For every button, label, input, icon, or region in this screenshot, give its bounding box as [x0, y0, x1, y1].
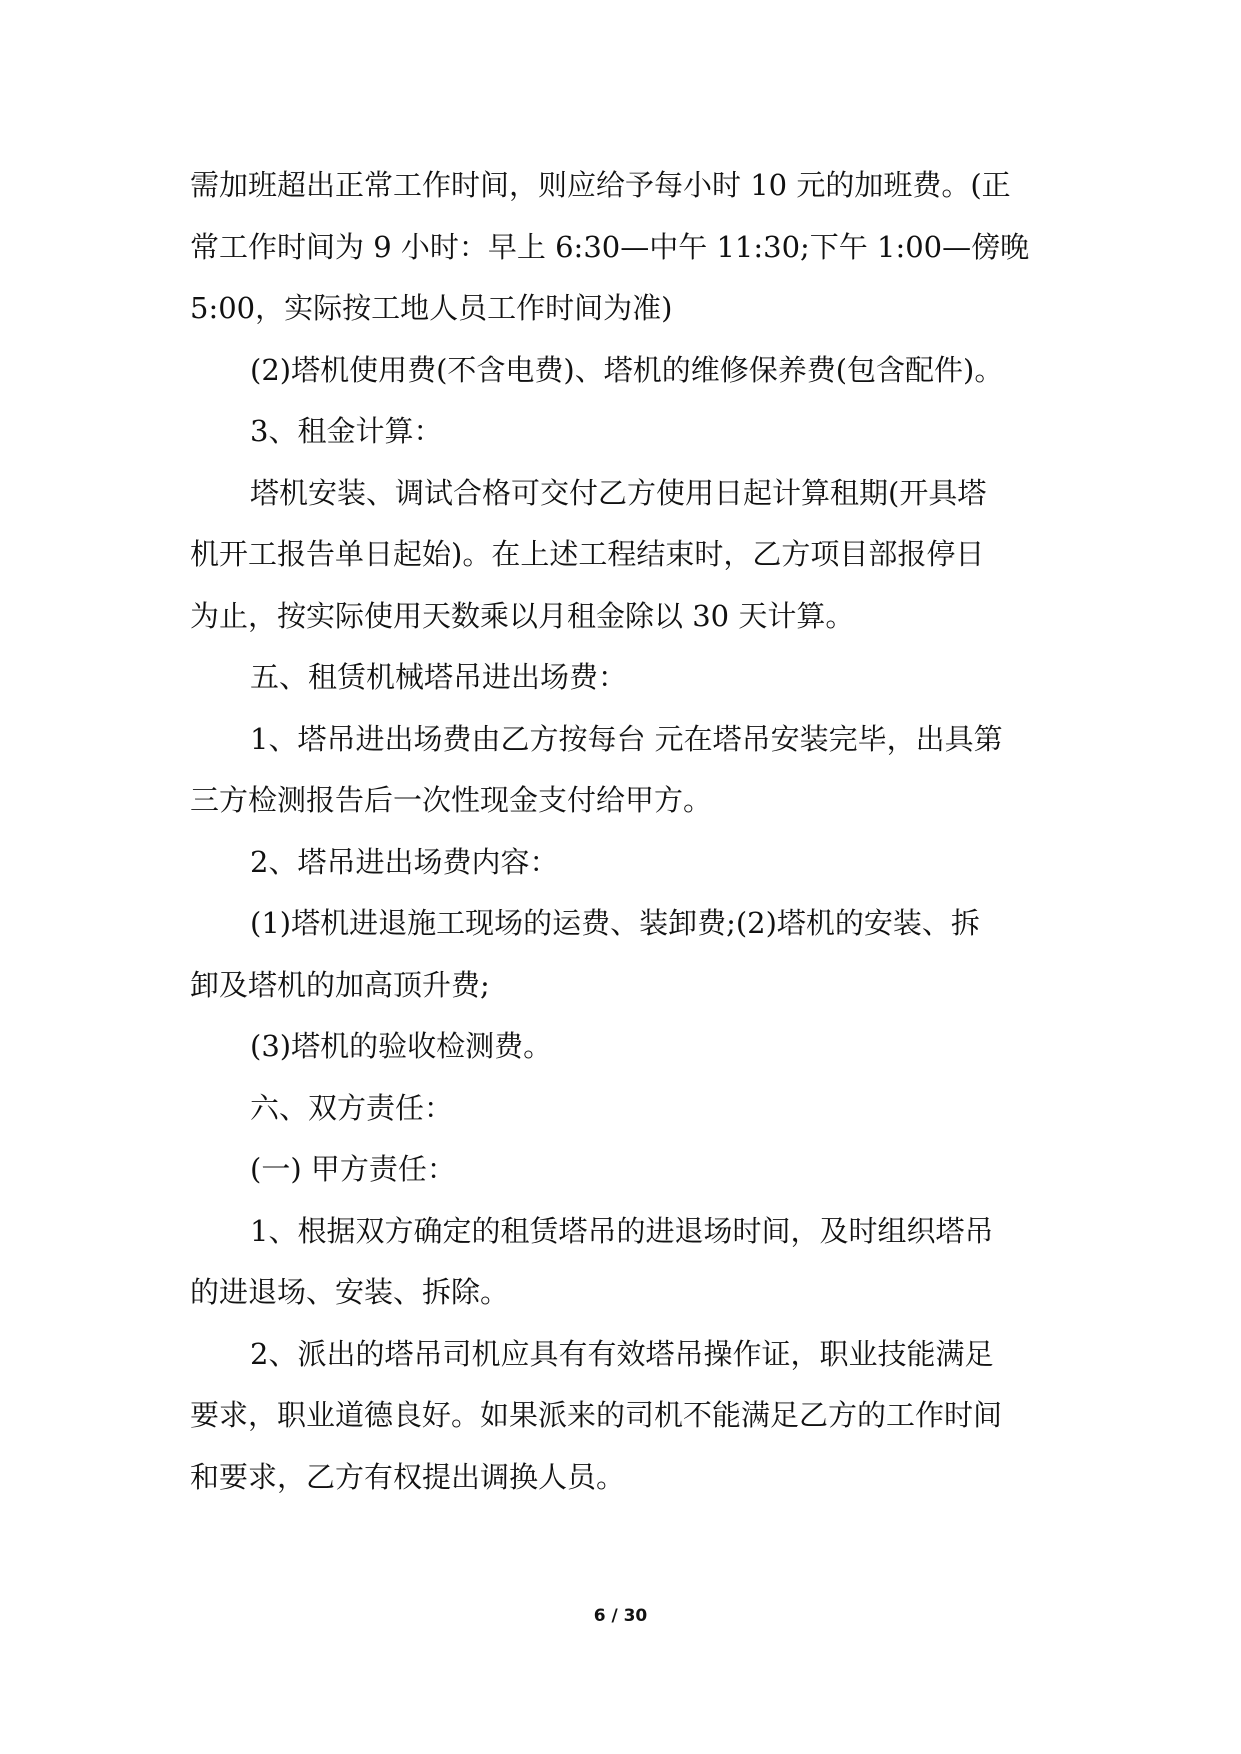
text-line: 塔机安装、调试合格可交付乙方使用日起计算租期(开具塔	[250, 475, 987, 510]
text-line: 机开工报告单日起始)。在上述工程结束时，乙方项目部报停日	[190, 537, 985, 571]
section-heading: 2、塔吊进出场费内容：	[250, 844, 559, 879]
text-line: 为止，按实际使用天数乘以月租金除以 30 天计算。	[190, 598, 855, 633]
text-line: (2)塔机使用费(不含电费)、塔机的维修保养费(包含配件)。	[250, 352, 1004, 387]
section-heading: (一) 甲方责任：	[250, 1152, 456, 1186]
text-line: 三方检测报告后一次性现金支付给甲方。	[190, 783, 713, 817]
text-line: (3)塔机的验收检测费。	[250, 1029, 553, 1063]
document-body	[190, 155, 1060, 1508]
text-line: 常工作时间为 9 小时：早上 6:30—中午 11:30;下午 1:00—傍晚	[190, 229, 1030, 264]
text-line: 和要求，乙方有权提出调换人员。	[190, 1459, 626, 1494]
text-line: 需加班超出正常工作时间，则应给予每小时 10 元的加班费。(正	[190, 168, 1011, 202]
page-number: 6 / 30	[593, 1606, 648, 1626]
section-heading: 六、双方责任：	[250, 1090, 454, 1125]
text-line: 5:00，实际按工地人员工作时间为准)	[190, 291, 673, 325]
section-heading: 3、租金计算：	[250, 414, 443, 448]
text-line: 的进退场、安装、拆除。	[190, 1275, 510, 1309]
text-line: 2、派出的塔吊司机应具有有效塔吊操作证，职业技能满足	[250, 1336, 994, 1371]
text-line: (1)塔机进退施工现场的运费、装卸费;(2)塔机的安装、拆	[250, 906, 980, 940]
text-line: 要求，职业道德良好。如果派来的司机不能满足乙方的工作时间	[190, 1398, 1003, 1432]
text-line: 1、塔吊进出场费由乙方按每台 元在塔吊安装完毕，出具第	[250, 721, 1003, 756]
section-heading: 五、租赁机械塔吊进出场费：	[250, 660, 628, 694]
text-line: 1、根据双方确定的租赁塔吊的进退场时间，及时组织塔吊	[250, 1213, 994, 1248]
text-line: 卸及塔机的加高顶升费;	[190, 967, 490, 1002]
